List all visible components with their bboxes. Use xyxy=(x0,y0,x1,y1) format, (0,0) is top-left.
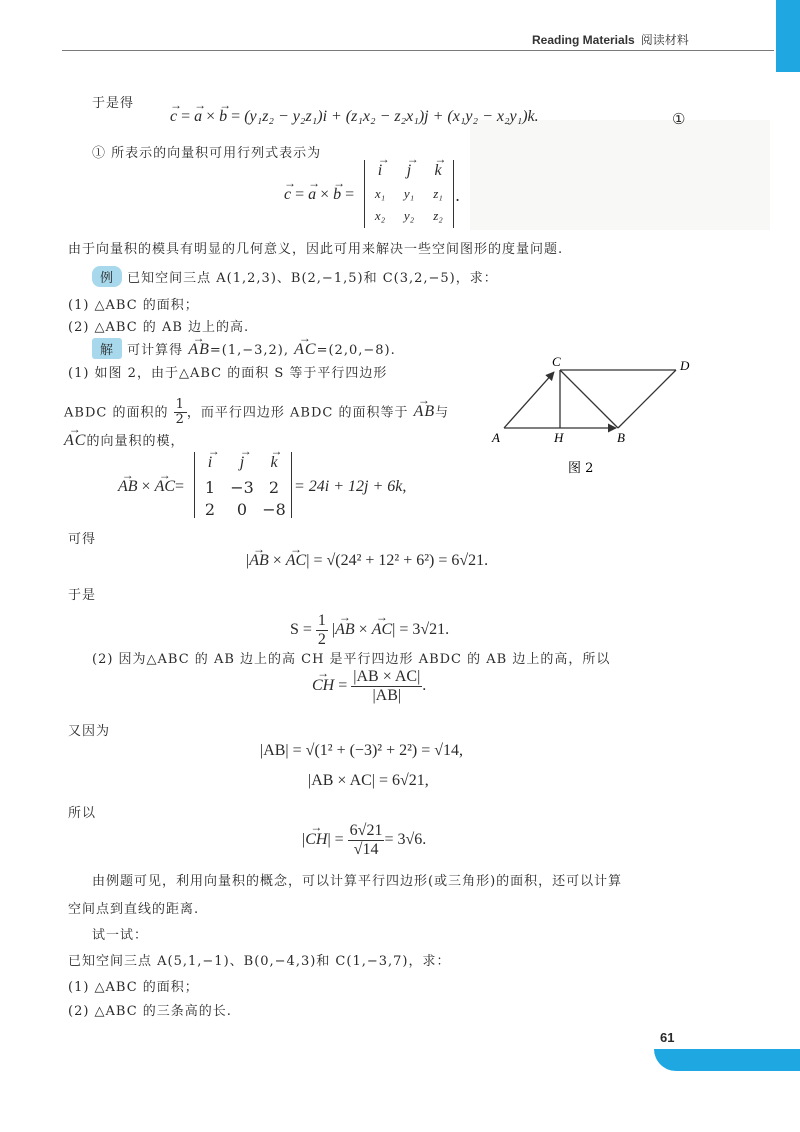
solution-intro: 可计算得 xyxy=(127,343,184,358)
part1-line3: → AC的向量积的模， xyxy=(64,430,184,450)
ac-value: =(2,0,−8). xyxy=(316,343,396,358)
figure-caption: 图 2 xyxy=(568,461,594,476)
determinant-1: → i → j → k x₁ y₁ z₁ x₂ y₂ z₂ xyxy=(364,160,454,228)
header-rule xyxy=(62,50,774,51)
header-accent-band xyxy=(776,0,800,72)
label-h: H xyxy=(554,430,564,445)
period: . xyxy=(455,186,461,205)
example-line xyxy=(92,266,498,287)
question-1: (1) △ABC 的面积； xyxy=(68,298,199,313)
label-b: B xyxy=(617,430,625,445)
cross-magnitude: |→ AB × → AC| = √(24² + 12² + 6²) = 6√21. xyxy=(246,552,488,570)
faded-watermark xyxy=(470,120,770,230)
half-fraction: $\frac{1}{2}$ xyxy=(175,397,185,428)
question-2: (2) △ABC 的 AB 边上的高. xyxy=(68,320,250,335)
ch-result: |→ CH| = $\frac{6√21}{√14}$ = 3√6. xyxy=(302,822,426,858)
try-title: 试一试： xyxy=(92,928,149,943)
parallelogram-figure xyxy=(486,356,706,486)
header-title-en: Reading Materials xyxy=(532,33,635,47)
part1-line2: ABDC 的面积的 $\frac{1}{2}$ ，而平行四边形 ABDC 的面积等于 → AB与 xyxy=(64,398,449,428)
yushi-label: 于是 xyxy=(68,588,97,603)
cross-value: |AB × AC| = 6√21, xyxy=(308,772,429,789)
part1-line1: (1) 如图 2，由于△ABC 的面积 S 等于平行四边形 xyxy=(68,366,388,381)
page-number: 61 xyxy=(660,1030,675,1045)
conclusion-line2: 空间点到直线的距离. xyxy=(68,902,200,917)
ab-value: =(1,−3,2), xyxy=(209,343,289,358)
part1-line3-text: 的向量积的模， xyxy=(86,434,185,449)
label-a: A xyxy=(492,430,500,445)
page-footer-band xyxy=(654,1049,800,1071)
equation-1: → c = → a × → b = (y₁z₂ − y₂z₁)i + (z₁x₂ − z₂x₁)j + (x₁y₂ − x₂y₁)k. xyxy=(170,108,539,126)
ch-formula: → CH = $\frac{|AB \times AC|}{|AB|}$ . xyxy=(312,668,426,704)
determinant-2: → i → j → k 1 −3 2 2 0 −8 xyxy=(194,452,292,518)
label-c: C xyxy=(552,356,561,369)
solution-line: 解 可计算得 → AB=(1,−3,2), → AC=(2,0,−8). xyxy=(92,338,396,359)
running-header xyxy=(532,31,689,48)
part1-line2-a: ABDC 的面积的 xyxy=(64,405,169,421)
yushide-label: 于是得 xyxy=(92,96,135,111)
edge-db xyxy=(618,370,676,428)
suoyi-label: 所以 xyxy=(68,806,97,821)
label-d: D xyxy=(680,358,690,373)
kede-label: 可得 xyxy=(68,532,97,547)
geometric-meaning-text: 由于向量积的模具有明显的几何意义，因此可用来解决一些空间图形的度量问题. xyxy=(68,242,564,257)
ab-magnitude: |AB| = √(1² + (−3)² + 2²) = √14, xyxy=(260,742,464,759)
header-title-cn: 阅读材料 xyxy=(640,33,689,47)
solution-tag: 解 xyxy=(92,338,122,359)
cross-product-result: = 24i + 12j + 6k, xyxy=(294,478,407,495)
part1-line2-b: ，而平行四边形 ABDC 的面积等于 xyxy=(186,405,409,421)
conclusion-line1: 由例题可见，利用向量积的概念，可以计算平行四边形(或三角形)的面积，还可以计算 xyxy=(92,874,623,889)
try-intro: 已知空间三点 A(5,1,−1)、B(0,−4,3)和 C(1,−3,7)，求： xyxy=(68,954,451,969)
try-question-2: (2) △ABC 的三条高的长. xyxy=(68,1004,232,1019)
area-formula: S = $\frac{1}{2}$ |→ AB × → AC| = 3√21. xyxy=(290,612,449,648)
youyinwei-label: 又因为 xyxy=(68,724,111,739)
example-tag: 例 xyxy=(92,266,122,287)
try-question-1: (1) △ABC 的面积； xyxy=(68,980,199,995)
cross-product-lhs: → AB × → AC= xyxy=(118,478,184,496)
equation-2-lhs: → c = → a × → b = xyxy=(284,186,354,204)
determinant-intro: ① 所表示的向量积可用行列式表示为 xyxy=(92,146,322,161)
equation-number: ① xyxy=(672,110,686,128)
part1-line2-c: 与 xyxy=(435,405,450,421)
example-intro: 已知空间三点 A(1,2,3)、B(2,−1,5)和 C(3,2,−5)，求： xyxy=(127,271,498,286)
part2-text: (2) 因为△ABC 的 AB 边上的高 CH 是平行四边形 ABDC 的 AB 边上的高，所以 xyxy=(92,652,611,667)
edge-cb xyxy=(560,370,618,428)
vector-ac xyxy=(504,372,554,428)
equation-1-rhs: (y₁z₂ − y₂z₁)i + (z₁x₂ − z₂x₁)j + (x₁y₂ − x₂y₁)k. xyxy=(244,108,539,125)
